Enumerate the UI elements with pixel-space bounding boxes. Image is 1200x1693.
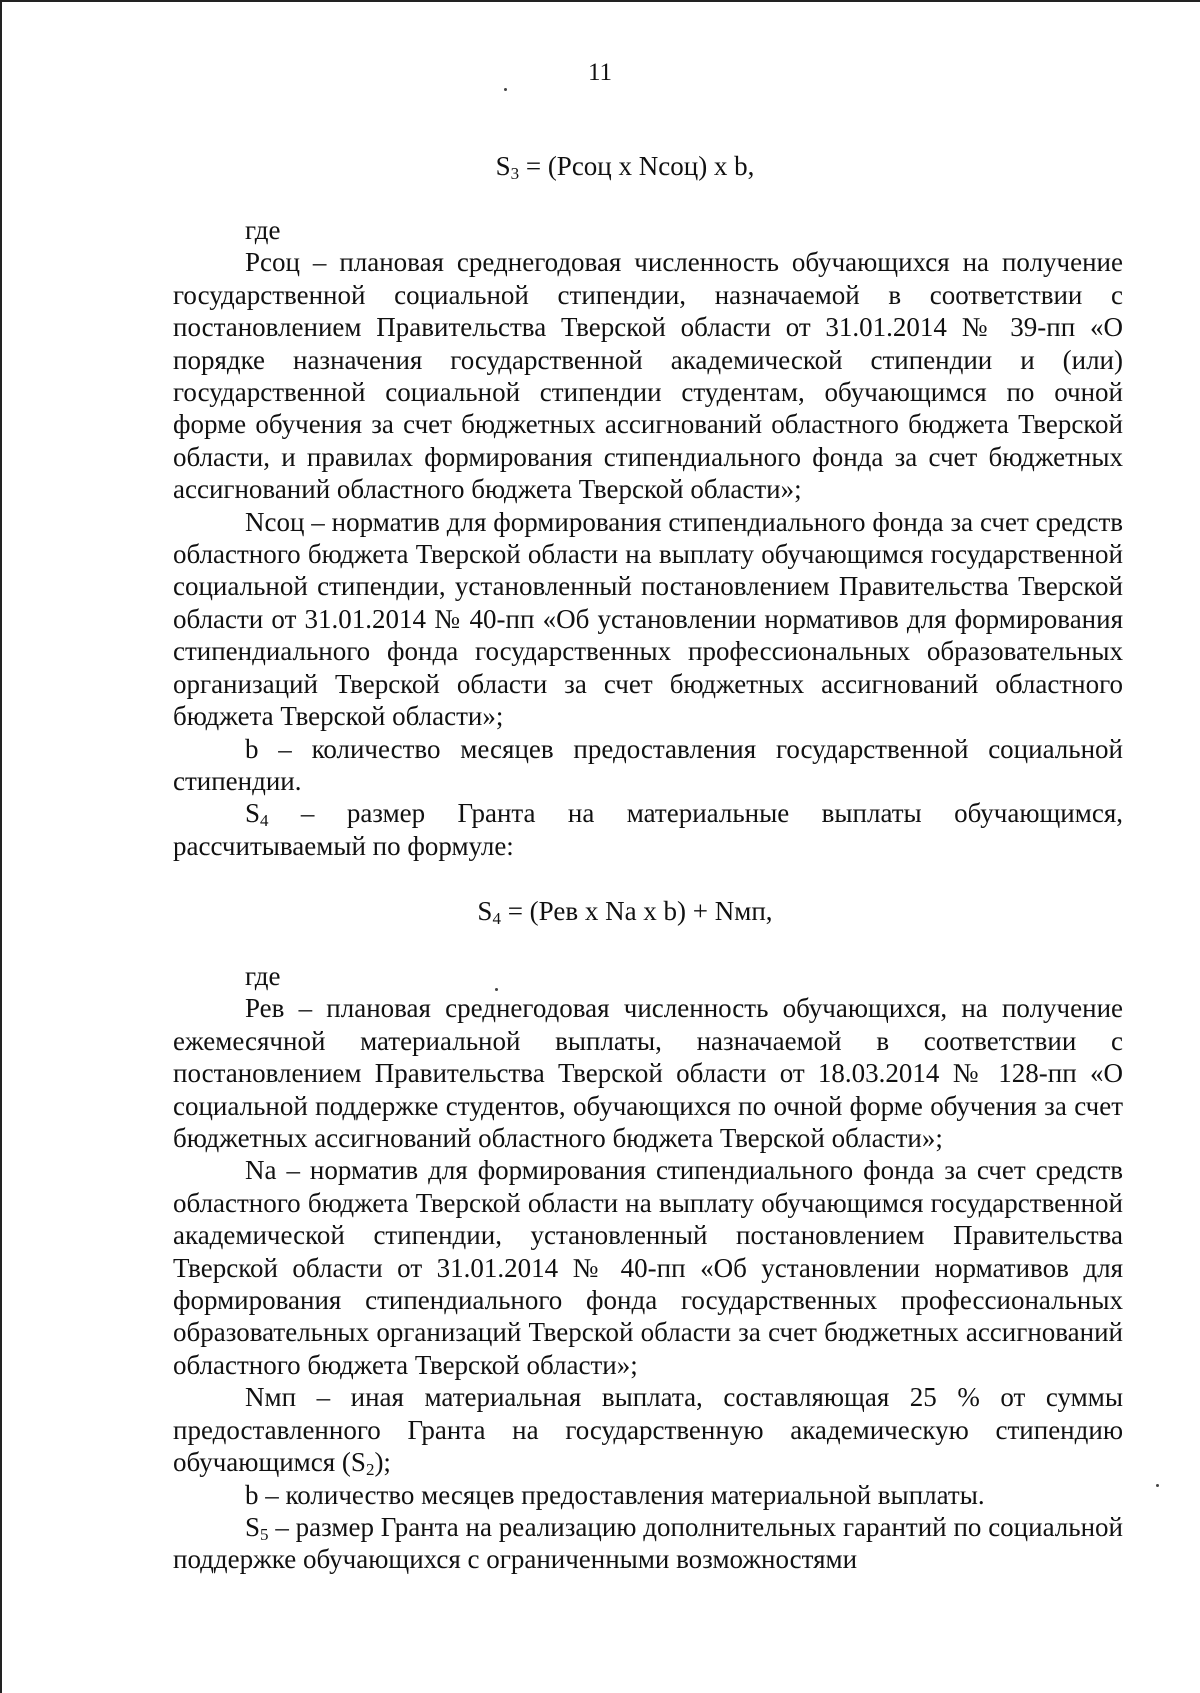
text-block-s3-definitions: [173, 214, 1123, 862]
paragraph-rsots: Рсоц – плановая среднегодовая численность обучающихся на получение государственной социальной стипендии, назначаемой в соответствии с постановлением Правительства Тверской области от 31.01.2014 № 39-пп «О порядке назначения государственной академической стипендии и (или) государственной социальной стипендии студентам, обучающимся по очной форме обучения за счет бюджетных ассигнований областного бюджета Тверской области, и правилах формирования стипендиального фонда за счет бюджетных ассигнований областного бюджета Тверской области»;: [173, 247, 1123, 505]
paragraph-b-material: b – количество месяцев предоставления материальной выплаты.: [245, 1479, 985, 1510]
nmp-text: Nмп – иная материальная выплата, составляющая 25 % от суммы предоставленного Гранта на государственную академическую стипендию обучающимся (S: [173, 1382, 1123, 1478]
s4-text: – размер Гранта на материальные выплаты обучающимся, рассчитываемый по формуле:: [173, 798, 1123, 861]
where-label: где: [245, 961, 281, 991]
s2-subscript: 2: [365, 1460, 375, 1480]
scan-speck: [1156, 1484, 1159, 1487]
formula-s3-subscript: 3: [510, 164, 520, 183]
where-label: где: [245, 215, 281, 245]
paragraph-nmp: [173, 1381, 1123, 1478]
formula-s4: [0, 895, 1200, 927]
formula-s4-rhs: = (Рев х Nа х b) + Nмп,: [500, 896, 773, 926]
s5-subscript: 5: [260, 1524, 269, 1544]
s5-text: – размер Гранта на реализацию дополнительных гарантий по социальной поддержке обучающихся с ограниченными возможностями: [173, 1511, 1123, 1575]
scan-edge-top: [0, 0, 1200, 2]
formula-s3: [0, 150, 1200, 182]
scan-edge-left: [0, 0, 2, 1693]
page-number: 11: [587, 59, 613, 86]
scan-speck: [495, 988, 498, 991]
formula-s3-rhs: = (Рсоц х Nсоц) х b,: [519, 151, 755, 181]
s4-symbol: S: [245, 798, 261, 829]
paragraph-nsots: Nсоц – норматив для формирования стипендиального фонда за счет средств областного бюджета Тверской области на выплату обучающимся государственной социальной стипендии, установленный постановлением Правительства Тверской области от 31.01.2014 № 40-пп «Об установлении нормативов для формирования стипендиального фонда государственных профессиональных образовательных организаций Тверской области за счет бюджетных ассигнований областного бюджета Тверской области»;: [173, 506, 1123, 732]
paragraph-b-social: b – количество месяцев предоставления государственной социальной стипендии.: [173, 733, 1123, 796]
formula-s3-lhs: S: [495, 151, 511, 181]
paragraph-s5-definition: [173, 1511, 1123, 1576]
paragraph-s4-definition: [173, 797, 1123, 862]
formula-s4-subscript: 4: [492, 909, 501, 928]
scan-speck: [504, 88, 507, 91]
paragraph-na: Nа – норматив для формирования стипендиального фонда за счет средств областного бюджета Тверской области на выплату обучающимся государственной академической стипендии, установленный постановлением Правительства Тверской области от 31.01.2014 № 40-пп «Об установлении нормативов для формирования стипендиального фонда государственных профессиональных образовательных организаций Тверской области за счет бюджетных ассигнований областного бюджета Тверской области»;: [173, 1155, 1123, 1380]
text-block-s4-definitions: [173, 960, 1123, 1576]
nmp-text-end: );: [374, 1447, 391, 1478]
s4-subscript: 4: [260, 811, 269, 831]
paragraph-rev: Рев – плановая среднегодовая численность обучающихся, на получение ежемесячной материальной выплаты, назначаемой в соответствии с постановлением Правительства Тверской области от 18.03.2014 № 128-пп «О социальной поддержке студентов, обучающихся по очной форме обучения за счет бюджетных ассигнований областного бюджета Тверской области»;: [173, 993, 1123, 1154]
s5-symbol: S: [245, 1511, 261, 1542]
formula-s4-lhs: S: [477, 896, 493, 926]
